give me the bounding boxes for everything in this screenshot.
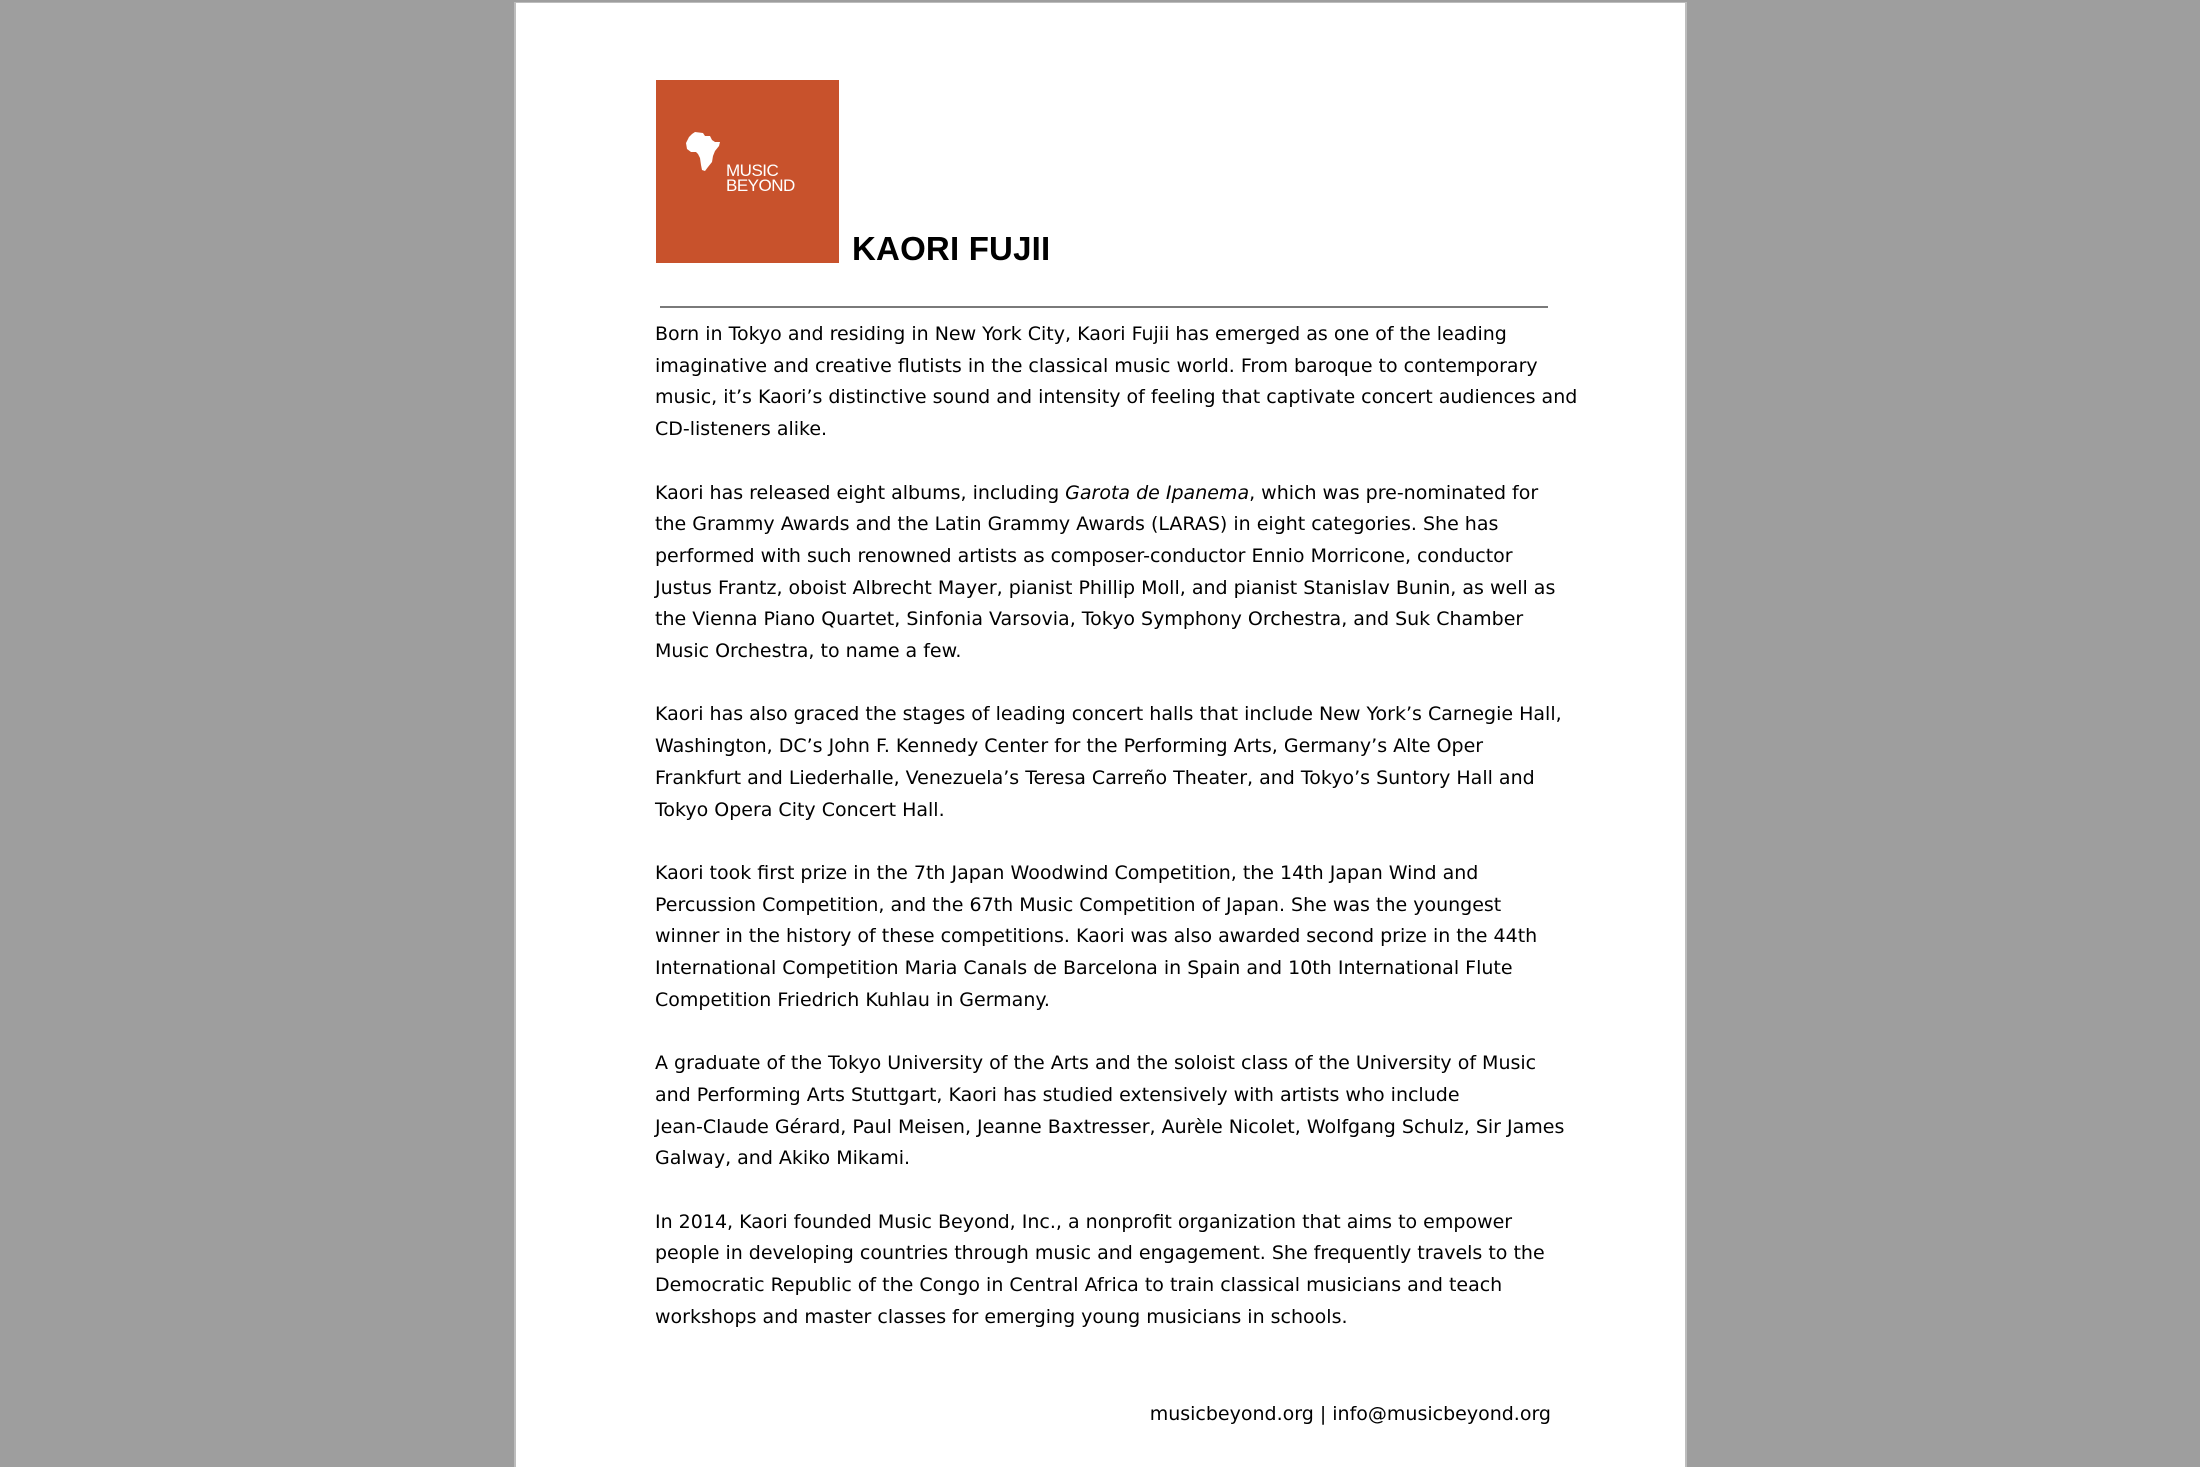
text-line: the Vienna Piano Quartet, Sinfonia Varsovia, Tokyo Symphony Orchestra, and Suk Chamber: [655, 608, 1524, 631]
text-line: and Performing Arts Stuttgart, Kaori has studied extensively with artists who include: [655, 1083, 1460, 1106]
text-line: imaginative and creative flutists in the classical music world. From baroque to contemporary: [655, 354, 1538, 377]
text-line: Justus Frantz, oboist Albrecht Mayer, pianist Phillip Moll, and pianist Stanislav Bunin, as well as: [655, 576, 1556, 599]
paragraph-6: [655, 1207, 1560, 1334]
footer-contact: musicbeyond.org | info@musicbeyond.org: [1149, 1403, 1551, 1425]
text-line: Tokyo Opera City Concert Hall.: [655, 798, 945, 821]
text-line: Kaori has also graced the stages of leading concert halls that include New York’s Carnegie Hall,: [655, 703, 1562, 726]
logo-wordmark: [726, 163, 795, 193]
text-line: Frankfurt and Liederhalle, Venezuela’s Teresa Carreño Theater, and Tokyo’s Suntory Hall and: [655, 766, 1535, 789]
text-line: Percussion Competition, and the 67th Music Competition of Japan. She was the youngest: [655, 893, 1502, 916]
album-title: Garota de Ipanema: [1065, 481, 1250, 504]
text-line: Galway, and Akiko Mikami.: [655, 1147, 911, 1170]
text-line: Born in Tokyo and residing in New York City, Kaori Fujii has emerged as one of the leading: [655, 323, 1507, 345]
text-line: Democratic Republic of the Congo in Central Africa to train classical musicians and teach: [655, 1274, 1503, 1297]
text-line: Competition Friedrich Kuhlau in Germany.: [655, 988, 1050, 1011]
text-segment: , which was pre-nominated for: [1249, 481, 1539, 504]
text-line: [655, 478, 1560, 510]
text-line: people in developing countries through music and engagement. She frequently travels to the: [655, 1242, 1545, 1265]
text-line: In 2014, Kaori founded Music Beyond, Inc., a nonprofit organization that aims to empower: [655, 1210, 1513, 1233]
logo-line-2: BEYOND: [726, 176, 795, 195]
paragraph-1: [655, 319, 1578, 446]
africa-icon: [686, 132, 722, 172]
text-segment: Kaori has released eight albums, including: [655, 481, 1066, 504]
music-beyond-logo: [656, 80, 839, 263]
paragraph-3: [655, 699, 1560, 826]
page-title: KAORI FUJII: [852, 230, 1051, 267]
text-line: CD-listeners alike.: [655, 418, 828, 441]
logo-line-1: MUSIC: [726, 161, 779, 180]
text-line: International Competition Maria Canals de Barcelona in Spain and 10th International Flute: [655, 957, 1513, 980]
text-line: Jean-Claude Gérard, Paul Meisen, Jeanne Baxtresser, Aurèle Nicolet, Wolfgang Schulz, Sir James: [655, 1115, 1565, 1138]
text-line: music, it’s Kaori’s distinctive sound and intensity of feeling that captivate concert audiences and: [655, 386, 1578, 409]
text-line: workshops and master classes for emerging young musicians in schools.: [655, 1305, 1348, 1328]
paragraph-4: [655, 858, 1560, 1017]
text-line: winner in the history of these competitions. Kaori was also awarded second prize in the 44th: [655, 925, 1538, 948]
title-divider: [660, 306, 1548, 308]
text-line: Washington, DC’s John F. Kennedy Center for the Performing Arts, Germany’s Alte Oper: [655, 735, 1484, 758]
paragraph-2: [655, 478, 1560, 668]
text-line: Kaori took first prize in the 7th Japan Woodwind Competition, the 14th Japan Wind and: [655, 861, 1479, 884]
document-page: [514, 2, 1687, 1467]
text-line: A graduate of the Tokyo University of the Arts and the soloist class of the University of Music: [655, 1052, 1537, 1075]
text-line: Music Orchestra, to name a few.: [655, 640, 962, 663]
paragraph-5: [655, 1048, 1565, 1175]
text-line: performed with such renowned artists as composer-conductor Ennio Morricone, conductor: [655, 544, 1513, 567]
biography-body: [655, 319, 1578, 1365]
text-line: the Grammy Awards and the Latin Grammy Awards (LARAS) in eight categories. She has: [655, 513, 1499, 536]
